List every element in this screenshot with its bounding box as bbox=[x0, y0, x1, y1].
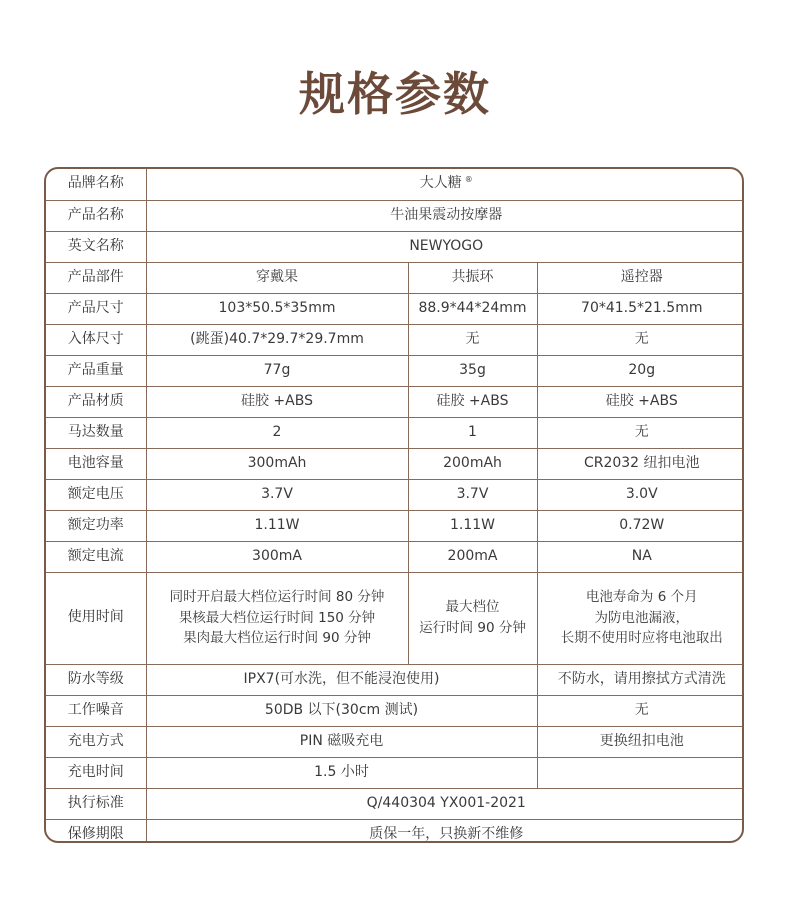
row-label: 马达数量 bbox=[46, 417, 146, 448]
usage-line: 运行时间 90 分钟 bbox=[419, 620, 526, 636]
column-header-wearable: 穿戴果 bbox=[146, 262, 408, 293]
row-label: 产品尺寸 bbox=[46, 293, 146, 324]
table-cell: 3.7V bbox=[408, 479, 537, 510]
table-cell: 200mAh bbox=[408, 448, 537, 479]
table-cell: 不防水，请用擦拭方式清洗 bbox=[537, 664, 744, 695]
table-row-english-name bbox=[46, 231, 744, 262]
row-label: 使用时间 bbox=[46, 572, 146, 664]
table-row-motors bbox=[46, 417, 744, 448]
row-label: 产品部件 bbox=[46, 262, 146, 293]
table-row-current bbox=[46, 541, 744, 572]
table-cell: 无 bbox=[537, 324, 744, 355]
table-cell: 0.72W bbox=[537, 510, 744, 541]
table-cell: 77g bbox=[146, 355, 408, 386]
table-row-product-name bbox=[46, 200, 744, 231]
table-cell: 无 bbox=[408, 324, 537, 355]
table-row-waterproof bbox=[46, 664, 744, 695]
row-label: 英文名称 bbox=[46, 231, 146, 262]
table-cell: 300mAh bbox=[146, 448, 408, 479]
spec-table-container bbox=[44, 167, 744, 843]
table-cell: NA bbox=[537, 541, 744, 572]
brand-value: 大人糖 bbox=[419, 175, 462, 192]
table-row-noise bbox=[46, 695, 744, 726]
usage-remote-cell bbox=[537, 572, 744, 664]
table-row-battery bbox=[46, 448, 744, 479]
brand-value-cell bbox=[146, 169, 744, 200]
column-header-remote: 遥控器 bbox=[537, 262, 744, 293]
table-cell: 质保一年，只换新不维修 bbox=[146, 819, 744, 843]
table-row-parts bbox=[46, 262, 744, 293]
table-row-usage bbox=[46, 572, 744, 664]
row-label: 额定功率 bbox=[46, 510, 146, 541]
table-cell: 硅胶 +ABS bbox=[408, 386, 537, 417]
table-cell: 1 bbox=[408, 417, 537, 448]
row-label: 产品名称 bbox=[46, 200, 146, 231]
table-cell: (跳蛋)40.7*29.7*29.7mm bbox=[146, 324, 408, 355]
table-row-charge-time bbox=[46, 757, 744, 788]
product-name-value: 牛油果震动按摩器 bbox=[146, 200, 744, 231]
table-cell: PIN 磁吸充电 bbox=[146, 726, 537, 757]
table-cell: IPX7(可水洗，但不能浸泡使用) bbox=[146, 664, 537, 695]
usage-wearable-cell bbox=[146, 572, 408, 664]
row-label: 入体尺寸 bbox=[46, 324, 146, 355]
table-row-warranty bbox=[46, 819, 744, 843]
row-label: 保修期限 bbox=[46, 819, 146, 843]
table-cell: 1.11W bbox=[408, 510, 537, 541]
table-cell: 硅胶 +ABS bbox=[146, 386, 408, 417]
table-cell: 3.0V bbox=[537, 479, 744, 510]
row-label: 充电方式 bbox=[46, 726, 146, 757]
row-label: 电池容量 bbox=[46, 448, 146, 479]
row-label: 额定电压 bbox=[46, 479, 146, 510]
table-cell: 硅胶 +ABS bbox=[537, 386, 744, 417]
row-label: 工作噪音 bbox=[46, 695, 146, 726]
table-cell: 20g bbox=[537, 355, 744, 386]
table-cell: 88.9*44*24mm bbox=[408, 293, 537, 324]
table-cell: Q/440304 YX001-2021 bbox=[146, 788, 744, 819]
table-cell: 200mA bbox=[408, 541, 537, 572]
row-label: 品牌名称 bbox=[46, 169, 146, 200]
table-cell: 1.11W bbox=[146, 510, 408, 541]
table-row-voltage bbox=[46, 479, 744, 510]
table-row-insert-size bbox=[46, 324, 744, 355]
table-row-charging bbox=[46, 726, 744, 757]
spec-table bbox=[46, 169, 744, 843]
table-cell: 50DB 以下(30cm 测试) bbox=[146, 695, 537, 726]
usage-line: 果核最大档位运行时间 150 分钟 bbox=[178, 609, 376, 626]
table-row-weight bbox=[46, 355, 744, 386]
table-cell: 2 bbox=[146, 417, 408, 448]
column-header-ring: 共振环 bbox=[408, 262, 537, 293]
usage-line: 为防电池漏液， bbox=[594, 609, 689, 626]
table-cell: 无 bbox=[537, 417, 744, 448]
table-row-standard bbox=[46, 788, 744, 819]
table-row-power bbox=[46, 510, 744, 541]
table-cell bbox=[537, 757, 744, 788]
table-cell: 300mA bbox=[146, 541, 408, 572]
table-cell: 103*50.5*35mm bbox=[146, 293, 408, 324]
table-row-material bbox=[46, 386, 744, 417]
table-cell: 70*41.5*21.5mm bbox=[537, 293, 744, 324]
english-name-value: NEWYOGO bbox=[146, 231, 744, 262]
table-cell: 3.7V bbox=[146, 479, 408, 510]
row-label: 额定电流 bbox=[46, 541, 146, 572]
usage-line: 长期不使用时应将电池取出 bbox=[560, 630, 723, 647]
row-label: 产品材质 bbox=[46, 386, 146, 417]
table-row-size bbox=[46, 293, 744, 324]
page-title: 规格参数 bbox=[299, 67, 491, 121]
table-cell: 35g bbox=[408, 355, 537, 386]
row-label: 防水等级 bbox=[46, 664, 146, 695]
table-cell: 1.5 小时 bbox=[146, 757, 537, 788]
row-label: 执行标准 bbox=[46, 788, 146, 819]
table-cell: CR2032 纽扣电池 bbox=[537, 448, 744, 479]
usage-ring-cell bbox=[408, 572, 537, 664]
table-row-brand bbox=[46, 169, 744, 200]
usage-line: 最大档位 bbox=[445, 599, 500, 616]
usage-line: 果肉最大档位运行时间 90 分钟 bbox=[183, 630, 371, 647]
row-label: 产品重量 bbox=[46, 355, 146, 386]
table-cell: 更换纽扣电池 bbox=[537, 726, 744, 757]
registered-mark: ® bbox=[464, 174, 473, 184]
usage-line: 电池寿命为 6 个月 bbox=[585, 588, 698, 605]
row-label: 充电时间 bbox=[46, 757, 146, 788]
table-cell: 无 bbox=[537, 695, 744, 726]
usage-line: 同时开启最大档位运行时间 80 分钟 bbox=[169, 588, 385, 605]
